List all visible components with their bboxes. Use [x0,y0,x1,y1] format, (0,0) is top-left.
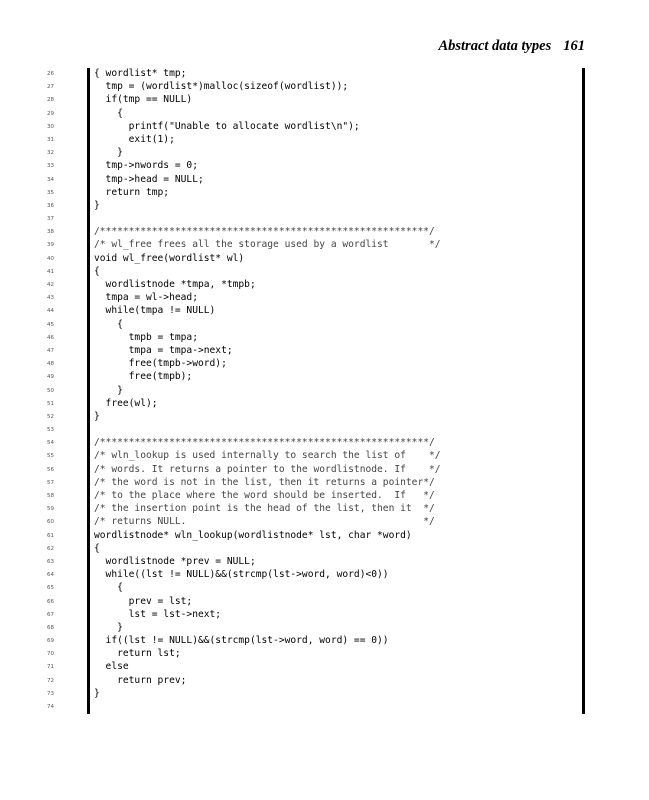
line-number: 28 [47,97,54,104]
line-number: 34 [47,176,54,183]
line-number: 54 [47,440,54,447]
code-line [0,397,649,410]
line-number: 31 [47,136,54,143]
code-text: /* the insertion point is the head of the list, then it */ [94,503,435,515]
code-text: wordlistnode* wln_lookup(wordlistnode* lst, char *word) [94,529,412,541]
code-text: wordlistnode *prev = NULL; [94,555,256,567]
code-text: /* words. It returns a pointer to the wordlistnode. If */ [94,463,441,475]
code-text: free(tmpb->word); [94,358,227,370]
code-text: /*********************************************************/ [94,437,435,449]
code-line [0,318,649,331]
code-line [0,278,649,291]
code-text: else [94,661,129,673]
code-text: wordlistnode *tmpa, *tmpb; [94,279,256,290]
code-text: { [94,318,123,330]
code-text: /* returns NULL. */ [94,516,435,528]
code-line [0,173,649,186]
code-text: } [94,621,123,633]
code-text: } [94,147,123,159]
code-text: } [94,199,100,211]
line-number: 42 [47,282,54,288]
line-number: 57 [47,479,54,486]
line-number: 58 [47,493,54,499]
code-line [0,542,649,555]
line-number: 27 [47,84,54,91]
code-line [0,621,649,634]
code-line [0,304,649,317]
code-line [0,463,649,476]
code-line [0,674,649,687]
page-number: 161 [563,38,585,54]
code-line [0,199,649,212]
code-text: /* wln_lookup is used internally to search the list of */ [94,450,441,462]
code-line [0,660,649,673]
code-line [0,265,649,278]
line-number: 30 [47,123,54,130]
code-text: exit(1); [94,133,175,145]
code-line [0,107,649,120]
code-line [0,93,649,106]
code-line [0,489,649,502]
line-number: 74 [47,704,54,710]
code-line [0,581,649,594]
code-line [0,357,649,370]
code-line [0,186,649,199]
code-line [0,133,649,146]
code-text: } [94,384,123,396]
code-line [0,687,649,700]
code-line [0,120,649,133]
code-line [0,595,649,608]
code-line [0,502,649,515]
code-text: } [94,687,100,699]
code-text: while((lst != NULL)&&(strcmp(lst->word, word)<0)) [94,569,389,581]
line-number: 29 [47,110,54,117]
code-line [0,80,649,93]
code-line [0,700,649,713]
line-number: 40 [47,255,54,262]
line-number: 71 [47,664,54,671]
line-number: 69 [47,638,54,645]
line-number: 50 [47,387,54,394]
line-number: 66 [47,598,54,605]
code-text: return lst; [94,648,181,660]
running-header-title: Abstract data types [438,38,552,54]
code-text: { [94,265,100,277]
line-number: 39 [47,242,54,249]
line-number: 52 [47,413,54,420]
code-text: } [94,410,100,422]
code-text: tmpa = wl->head; [94,292,198,304]
code-line [0,476,649,489]
code-line [0,291,649,304]
code-text: /*********************************************************/ [94,226,435,238]
code-text: printf("Unable to allocate wordlist\n"); [94,120,360,132]
line-number: 68 [47,624,54,631]
line-number: 41 [47,268,54,275]
line-number: 48 [47,361,54,368]
code-line [0,436,649,449]
code-text: /* wl_free frees all the storage used by a wordlist */ [94,239,441,251]
code-text: free(tmpb); [94,371,193,383]
line-number: 55 [47,453,54,460]
line-number: 47 [47,347,54,354]
code-line [0,568,649,581]
line-number: 61 [47,532,54,539]
code-line [0,555,649,568]
line-number: 38 [47,229,54,236]
code-line [0,384,649,397]
line-number: 49 [47,374,54,381]
code-text: { [94,582,123,594]
line-number: 44 [47,308,54,315]
line-number: 53 [47,427,54,434]
code-line [0,159,649,172]
line-number: 35 [47,189,54,196]
line-number: 65 [47,585,54,592]
code-text: return prev; [94,674,187,686]
code-line [0,410,649,423]
code-line [0,608,649,621]
code-line [0,252,649,265]
code-line [0,634,649,647]
line-number: 72 [47,677,54,684]
line-number: 32 [47,150,54,157]
code-line [0,529,649,542]
line-number: 43 [47,295,54,302]
code-text: { wordlist* tmp; [94,68,187,79]
line-number: 45 [47,321,54,328]
code-text: lst = lst->next; [94,608,222,620]
code-line [0,515,649,528]
code-line [0,423,649,436]
code-text: { [94,107,123,119]
line-number: 63 [47,558,54,565]
code-text: { [94,542,100,554]
code-text: void wl_free(wordlist* wl) [94,252,245,264]
code-line [0,225,649,238]
code-text: while(tmpa != NULL) [94,305,216,317]
line-number: 56 [47,466,54,473]
code-line [0,331,649,344]
running-header [438,38,585,55]
line-number: 33 [47,163,54,170]
code-line [0,449,649,462]
code-text: prev = lst; [94,595,193,607]
code-text: tmp->head = NULL; [94,173,204,185]
line-number: 26 [47,71,54,77]
code-line [0,344,649,357]
code-line [0,146,649,159]
code-text: return tmp; [94,186,170,198]
code-line [0,212,649,225]
code-text: tmpa = tmpa->next; [94,344,233,356]
line-number: 64 [47,572,54,579]
line-number: 73 [47,690,54,697]
code-text: free(wl); [94,397,158,409]
code-line [0,370,649,383]
code-listing [0,67,649,713]
code-text: /* the word is not in the list, then it returns a pointer*/ [94,476,435,488]
code-line [0,647,649,660]
code-text: tmpb = tmpa; [94,331,198,343]
line-number: 60 [47,519,54,526]
code-line [0,67,649,80]
code-text: /* to the place where the word should be inserted. If */ [94,490,435,501]
line-number: 51 [47,400,54,407]
line-number: 37 [47,216,54,223]
code-text: tmp->nwords = 0; [94,160,198,172]
line-number: 36 [47,202,54,209]
code-text: if(tmp == NULL) [94,94,193,106]
line-number: 70 [47,651,54,658]
line-number: 59 [47,506,54,513]
line-number: 67 [47,611,54,618]
code-line [0,238,649,251]
line-number: 46 [47,334,54,341]
code-text: tmp = (wordlist*)malloc(sizeof(wordlist)); [94,81,349,93]
code-text: if((lst != NULL)&&(strcmp(lst->word, word) == 0)) [94,635,389,647]
line-number: 62 [47,545,54,552]
